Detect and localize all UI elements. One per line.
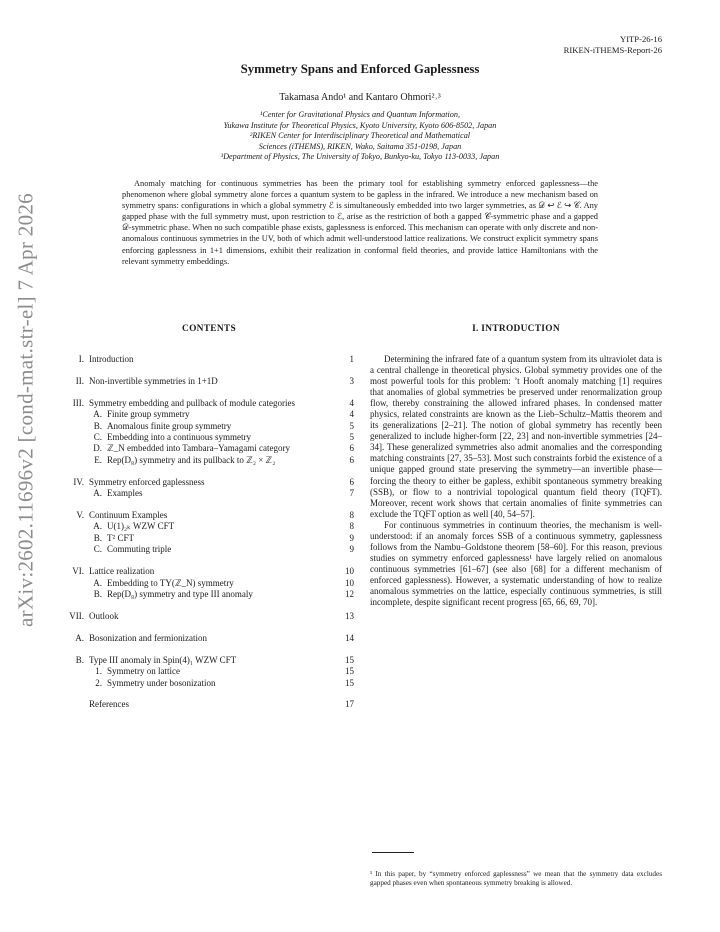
toc-entry-page: 10 — [345, 566, 354, 577]
toc-entry-title: ℤ_N embedded into Tambara–Yamagami category — [107, 443, 290, 454]
toc-entry-label — [60, 678, 334, 689]
toc-entry-number: III. — [72, 397, 84, 408]
toc-entry[interactable] — [60, 421, 354, 432]
toc-entry-page: 15 — [345, 677, 354, 688]
toc-entry-label — [60, 544, 334, 555]
toc-entry[interactable] — [60, 477, 354, 488]
affiliations — [0, 110, 720, 163]
toc-spacer — [60, 387, 354, 398]
toc-entry-number: C. — [93, 432, 102, 443]
toc-entry[interactable] — [60, 655, 354, 666]
toc-entry[interactable] — [60, 521, 354, 532]
toc-entry-number: II. — [75, 375, 84, 386]
toc-entry-number: A. — [75, 632, 84, 643]
intro-paragraph: For continuous symmetries in continuum theories, the mechanism is well-understood: if an anomaly forces SSB of a continuous symmetry, gaplessness follows from the Nambu–Goldstone theorem [58–60]. For this reason, previous studies on symmetry enforced gaplessness¹ have largely relied on anomalous continuous symmetries [61–67] (see also [68] for a different mechanism of enforced gaplessness). However, a systematic understanding of how to realize anomalous symmetries on the lattice, especially continuous symmetries, is still incomplete, despite significant recent progress [65, 66, 69, 70]. — [370, 519, 662, 608]
affiliation-line: Sciences (iTHEMS), RIKEN, Wako, Saitama 351-0198, Japan — [258, 141, 462, 151]
toc-entry[interactable] — [60, 443, 354, 454]
toc-entry[interactable] — [60, 455, 354, 466]
toc-entry-number: B. — [93, 420, 102, 431]
toc-entry-title: Non-invertible symmetries in 1+1D — [89, 375, 218, 386]
toc-entry[interactable] — [60, 432, 354, 443]
toc-entry-page: 5 — [349, 420, 354, 431]
toc-entry-title: Symmetry enforced gaplessness — [89, 476, 205, 487]
toc-entry-page: 3 — [349, 375, 354, 386]
author-list: Takamasa Ando¹ and Kantaro Ohmori²˒³ — [279, 92, 441, 103]
toc-entry[interactable] — [60, 376, 354, 387]
toc-entry[interactable] — [60, 398, 354, 409]
toc-entry-number: B. — [75, 654, 84, 665]
toc-entry[interactable] — [60, 510, 354, 521]
toc-spacer — [60, 689, 354, 700]
toc-entry-number: 2. — [95, 677, 102, 688]
toc-entry-label — [60, 510, 334, 521]
toc-entry-label — [60, 521, 334, 532]
footnote-rule — [372, 852, 414, 853]
toc-entry-page: 5 — [349, 432, 354, 443]
toc-entry-number — [60, 699, 84, 710]
toc-entry-title: Commuting triple — [107, 544, 172, 555]
toc-entry-title: Embedding into a continuous symmetry — [107, 432, 251, 443]
affiliation-line: Yukawa Institute for Theoretical Physics, Kyoto University, Kyoto 606-8502, Japan — [223, 120, 497, 130]
toc-entry-title: U(1)₂ₖ WZW CFT — [107, 521, 175, 532]
toc-spacer — [60, 365, 354, 376]
toc-spacer — [60, 600, 354, 611]
toc-entry-page: 17 — [345, 699, 354, 710]
toc-spacer — [60, 500, 354, 511]
paper-title: Symmetry Spans and Enforced Gaplessness — [240, 62, 480, 76]
toc-entry-label — [60, 376, 334, 387]
report-numbers — [564, 34, 662, 56]
toc-entry-label — [60, 666, 334, 677]
toc-entry[interactable] — [60, 566, 354, 577]
toc-entry-title: Symmetry on lattice — [107, 666, 180, 677]
toc-entry-title: Introduction — [89, 354, 134, 364]
toc-spacer — [60, 466, 354, 477]
toc-entry-number: A. — [93, 488, 102, 499]
toc-entry-label — [60, 477, 334, 488]
toc-entry-label — [60, 409, 334, 420]
toc-entry-title: Type III anomaly in Spin(4)₁ WZW CFT — [89, 654, 237, 665]
toc-entry-label — [60, 578, 334, 589]
toc-entry[interactable] — [60, 533, 354, 544]
toc-entry-label — [60, 655, 334, 666]
toc-entry[interactable] — [60, 578, 354, 589]
toc-entry-page: 6 — [349, 454, 354, 465]
toc-entry-label — [60, 443, 334, 454]
toc-entry-title: Finite group symmetry — [107, 409, 190, 420]
report-number-riken: RIKEN-iTHEMS-Report-26 — [563, 45, 662, 55]
toc-entry[interactable] — [60, 611, 354, 622]
toc-entry-title: Rep(D₈) symmetry and type III anomaly — [107, 589, 253, 599]
toc-entry-title: Embedding to TY(ℤ_N) symmetry — [107, 577, 234, 588]
report-number-yitp: YITP-26-16 — [619, 34, 662, 44]
toc-entry-page: 12 — [345, 589, 354, 599]
toc-entry[interactable] — [60, 488, 354, 499]
introduction-body — [370, 354, 662, 608]
toc-entry-page: 15 — [345, 666, 354, 677]
toc-entry-page: 13 — [345, 610, 354, 621]
toc-entry-label — [60, 354, 334, 365]
toc-entry-page: 7 — [349, 488, 354, 499]
toc-entry-page: 14 — [345, 632, 354, 643]
toc-entry-label — [60, 533, 334, 544]
toc-entry-title: Rep(D₈) symmetry and its pullback to ℤ₂ × ℤ₂ — [107, 454, 276, 465]
affiliation-line: ¹Center for Gravitational Physics and Quantum Information, — [259, 110, 461, 119]
toc-entry-title: Symmetry embedding and pullback of module categories — [89, 397, 295, 408]
table-of-contents — [60, 354, 354, 711]
toc-entry-label — [60, 455, 334, 466]
toc-entry-number: C. — [93, 544, 102, 555]
toc-entry[interactable] — [60, 354, 354, 365]
toc-entry-number: IV. — [73, 476, 84, 487]
contents-heading: CONTENTS — [182, 324, 236, 334]
toc-entry[interactable] — [60, 409, 354, 420]
toc-entry-number: I. — [78, 354, 84, 364]
toc-entry-label — [60, 699, 334, 710]
toc-entry-label — [60, 566, 334, 577]
toc-entry[interactable] — [60, 544, 354, 555]
toc-entry-page: 8 — [349, 510, 354, 521]
toc-entry-page: 6 — [349, 476, 354, 487]
toc-entry-label — [60, 432, 334, 443]
toc-entry-number: E. — [94, 454, 102, 465]
toc-entry[interactable] — [60, 678, 354, 689]
intro-paragraph: Determining the infrared fate of a quantum system from its ultraviolet data is a central challenge in theoretical physics. Global symmetry provides one of the most powerful tools for this problem: ’t Hooft anomaly matching [1] requires that anomalies of global symmetries be preserved under renormalization group flow, thereby constraining the allowed infrared phases. In condensed matter physics, related constraints are known as the Lieb–Schultz–Mattis theorem and its generalizations [2–21]. The notion of global symmetry has recently been generalized to include higher-form [22, 23] and non-invertible symmetries [24–34]. These generalized symmetries also admit anomalies and the corresponding matching constraints [27, 35–53]. Most such constraints forbid the existence of a unique gapped ground state preserving the symmetry—an invertible phase—forcing the theory to either be gapless, exhibit spontaneous symmetry breaking (SSB), or flow to a nontrivial topological quantum field theory (TQFT). Moreover, recent work shows that certain anomalies of finite symmetries can exclude the TQFT option as well [40, 54–57]. — [370, 354, 662, 519]
toc-entry-page: 9 — [349, 532, 354, 543]
toc-entry-page: 4 — [349, 409, 354, 420]
toc-entry-title: Anomalous finite group symmetry — [107, 420, 232, 431]
toc-spacer — [60, 622, 354, 633]
toc-entry-label — [60, 398, 334, 409]
toc-entry-label — [60, 421, 334, 432]
toc-entry-title: Outlook — [89, 610, 119, 621]
toc-entry-page: 4 — [349, 397, 354, 408]
toc-entry-number: A. — [93, 409, 102, 420]
affiliation-line: ³Department of Physics, The University of Tokyo, Bunkyo-ku, Tokyo 113-0033, Japan — [220, 152, 500, 162]
toc-entry-page: 1 — [349, 354, 354, 364]
toc-entry-page: 6 — [349, 443, 354, 454]
toc-entry-page: 9 — [349, 544, 354, 555]
toc-entry-label — [60, 488, 334, 499]
toc-entry-number: A. — [93, 577, 102, 588]
abstract: Anomaly matching for continuous symmetries has been the primary tool for establishing symmetry enforced gaplessness—the phenomenon where global symmetry alone forces a quantum system to be gapless in the infrared. We introduce a new mechanism based on symmetry spans: configurations in which a global symmetry ℰ is simultaneously embedded into two larger symmetries, as 𝒟 ↩ ℰ ↪ 𝒞. Any gapped phase with the full symmetry must, upon restriction to ℰ, arise as the restriction of both a gapped 𝒞-symmetric phase and a gapped 𝒟-symmetric phase. When no such compatible phase exists, gaplessness is enforced. This mechanism can operate with only discrete and non-anomalous continuous symmetries in the UV, both of which admit well-understood lattice realizations. We construct explicit symmetry spans enforcing gaplessness in 1+1 dimensions, exhibit their realization in conformal field theories, and provide lattice Hamiltonians with the relevant symmetry embeddings. — [122, 179, 598, 266]
footnote: ¹ In this paper, by “symmetry enforced gaplessness” we mean that the symmetry data excludes gapped phases even when spontaneous symmetry breaking is allowed. — [370, 870, 662, 888]
toc-entry-label — [60, 611, 334, 622]
toc-entry-label — [60, 633, 334, 644]
toc-entry-number: B. — [93, 532, 102, 543]
toc-entry-number: V. — [76, 510, 84, 521]
toc-spacer — [60, 556, 354, 567]
toc-entry-number: 1. — [95, 666, 102, 677]
toc-entry-title: Examples — [107, 488, 143, 499]
toc-entry-title: Continuum Examples — [89, 510, 168, 521]
toc-entry-number: VI. — [72, 566, 84, 577]
toc-entry-page: 15 — [345, 654, 354, 665]
toc-entry-number: B. — [93, 589, 102, 599]
introduction-heading: I. INTRODUCTION — [472, 324, 560, 334]
toc-entry[interactable] — [60, 666, 354, 677]
toc-entry-title: References — [89, 699, 129, 710]
arxiv-stamp — [6, 175, 46, 645]
toc-entry-label — [60, 589, 334, 600]
toc-entry-number: D. — [93, 443, 102, 454]
toc-spacer — [60, 644, 354, 655]
toc-entry[interactable] — [60, 633, 354, 644]
toc-entry-title: Bosonization and fermionization — [89, 632, 207, 643]
toc-entry-page: 8 — [349, 521, 354, 532]
affiliation-line: ²RIKEN Center for Interdisciplinary Theoretical and Mathematical — [249, 131, 471, 141]
toc-entry-title: Lattice realization — [89, 566, 155, 577]
toc-entry-number: VII. — [69, 610, 84, 621]
toc-entry[interactable] — [60, 589, 354, 600]
toc-entry[interactable] — [60, 699, 354, 710]
arxiv-identifier[interactable]: arXiv:2602.11696v2 [cond-mat.str-el] 7 Apr 2026 — [13, 193, 38, 627]
toc-entry-title: Symmetry under bosonization — [107, 677, 216, 688]
toc-entry-page: 10 — [345, 577, 354, 588]
toc-entry-number: A. — [93, 521, 102, 532]
toc-entry-title: T² CFT — [107, 532, 134, 543]
